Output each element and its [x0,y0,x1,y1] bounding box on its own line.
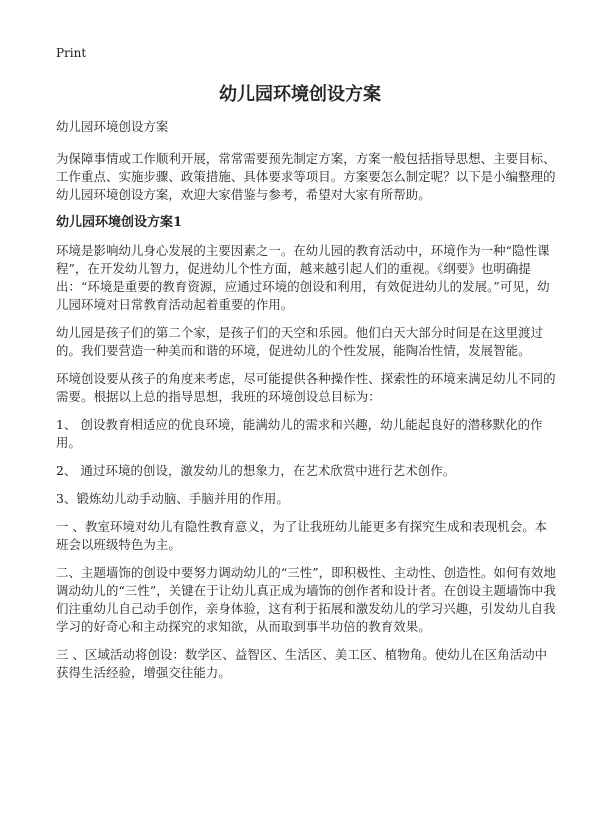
body-paragraph: 环境是影响幼儿身心发展的主要因素之一。在幼儿园的教育活动中，环境作为一种“隐性课程”，在开发幼儿智力，促进幼儿个性方面，越来越引起人们的重视。《纲要》也明确提出：“环境是重要的教育资源，应通过环境的创设和利用，有效促进幼儿的发展。”可见，幼儿园环境对日常教育活动起着重要的作用。 [56,243,550,312]
goal-item: 2、 通过环境的创设，激发幼儿的想象力，在艺术欣赏中进行艺术创作。 [56,463,456,478]
body-paragraph: 环境创设要从孩子的角度来考虑，尽可能提供各种操作性、探索性的环境来满足幼儿不同的需要。根据以上总的指导思想，我班的环境创设总目标为： [56,371,556,404]
print-link[interactable]: Print [56,46,87,60]
goal-item: 1、 创设教育相适应的优良环境，能满幼儿的需求和兴趣，幼儿能起良好的潜移默化的作用。 [56,417,543,450]
document-body [56,118,556,692]
body-paragraph: 幼儿园是孩子们的第二个家，是孩子们的天空和乐园。他们白天大部分时间是在这里渡过的。我们要营造一种美而和谐的环境，促进幼儿的个性发展，能陶冶性情，发展智能。 [56,325,544,358]
goal-item: 3、锻炼幼儿动手动脑、手脑并用的作用。 [56,491,289,506]
body-paragraph: 一 、教室环境对幼儿有隐性教育意义，为了让我班幼儿能更多有探究生成和表现机会。本班会以班级特色为主。 [56,519,548,552]
intro-paragraph: 为保障事情或工作顺利开展，常常需要预先制定方案，方案一般包括指导思想、主要目标、工作重点、实施步骤、政策措施、具体要求等项目。方案要怎么制定呢？以下是小编整理的幼儿园环境创设方案，欢迎大家借鉴与参考，希望对大家有所帮助。 [56,151,556,202]
section-heading: 幼儿园环境创设方案1 [56,215,183,230]
body-paragraph: 二、主题墙饰的创设中要努力调动幼儿的“三性”，即积极性、主动性、创造性。如何有效地调动幼儿的“三性”，关键在于让幼儿真正成为墙饰的创作者和设计者。在创设主题墙饰中我们注重幼儿自己动手创作，亲身体验，这有利于拓展和激发幼儿的学习兴趣，引发幼儿自我学习的好奇心和主动探究的求知欲，从而取到事半功倍的教育效果。 [56,565,557,634]
document-subtitle: 幼儿园环境创设方案 [56,119,169,134]
body-paragraph: 三 、区域活动将创设：数学区、益智区、生活区、美工区、植物角。使幼儿在区角活动中获得生活经验，增强交往能力。 [56,647,548,680]
page-title: 幼儿园环境创设方案 [219,84,381,105]
